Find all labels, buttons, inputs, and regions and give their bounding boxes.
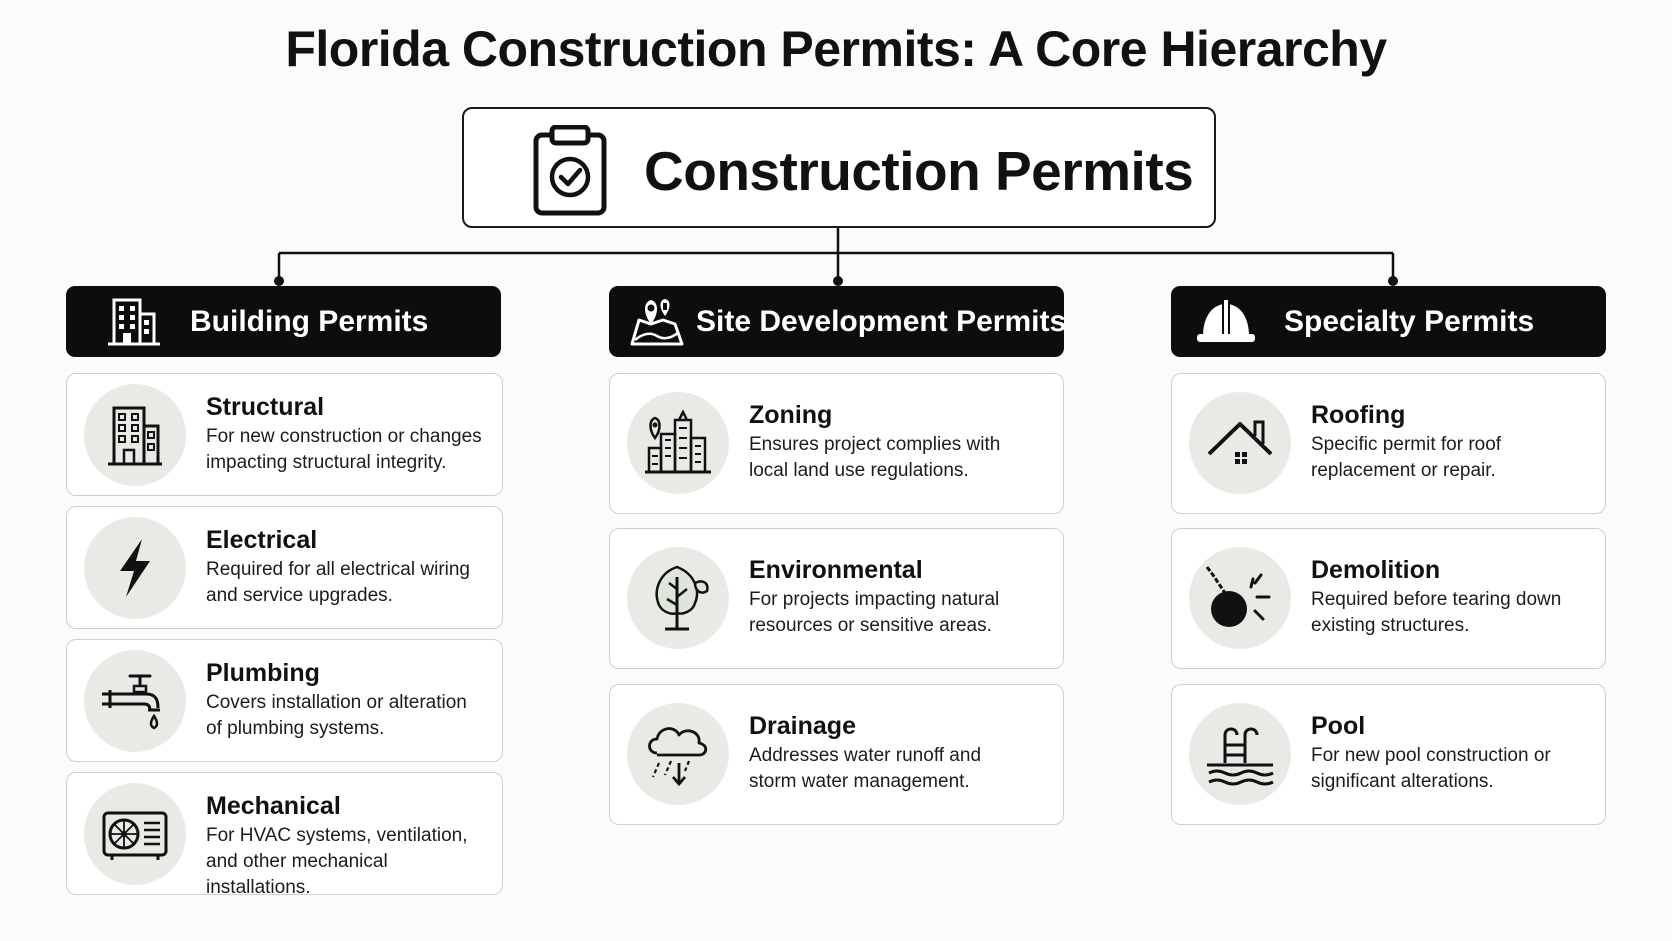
building-icon — [106, 296, 162, 348]
icon-circle — [1189, 703, 1291, 805]
permit-description: For projects impacting natural resources or sensitive areas. — [749, 589, 1000, 636]
city-pin-icon — [643, 408, 713, 478]
faucet-icon — [100, 666, 170, 736]
rain-cloud-icon — [643, 719, 713, 789]
icon-circle — [1189, 547, 1291, 649]
permit-card-environmental — [609, 528, 1064, 669]
permit-card-drainage — [609, 684, 1064, 825]
permit-title: Drainage — [749, 712, 856, 740]
icon-circle — [84, 384, 186, 486]
permit-card-zoning — [609, 373, 1064, 514]
category-label: Building Permits — [190, 305, 429, 338]
permit-title: Plumbing — [206, 659, 320, 687]
icon-circle — [1189, 392, 1291, 494]
permit-title: Electrical — [206, 526, 318, 554]
permit-card-mechanical — [66, 772, 503, 898]
permit-description: For new pool construction or significant alterations. — [1311, 745, 1551, 792]
root-node — [462, 107, 1216, 228]
icon-circle — [84, 517, 186, 619]
permit-title: Environmental — [749, 556, 923, 584]
category-header-building-permits — [66, 286, 501, 357]
hvac-unit-icon — [100, 799, 170, 869]
permit-card-roofing — [1171, 373, 1606, 514]
icon-circle — [627, 703, 729, 805]
permit-description: Required for all electrical wiring and service upgrades. — [206, 559, 470, 606]
permit-description: Addresses water runoff and storm water management. — [749, 745, 982, 792]
root-label: Construction Permits — [644, 140, 1194, 202]
tree-icon — [643, 563, 713, 633]
clipboard-check-icon — [532, 125, 608, 217]
permit-description: Ensures project complies with local land use regulations. — [749, 434, 1001, 481]
building-icon — [100, 400, 170, 470]
permit-card-electrical — [66, 506, 503, 629]
permit-title: Roofing — [1311, 401, 1406, 429]
icon-circle — [627, 547, 729, 649]
wrecking-ball-icon — [1205, 563, 1275, 633]
permit-card-plumbing — [66, 639, 503, 762]
permit-description: For HVAC systems, ventilation, and other mechanical installations. — [206, 825, 468, 898]
category-label: Site Development Permits — [696, 305, 1067, 338]
icon-circle — [627, 392, 729, 494]
hard-hat-icon — [1193, 296, 1259, 348]
icon-circle — [84, 783, 186, 885]
category-label: Specialty Permits — [1284, 305, 1535, 338]
permit-description: For new construction or changes impacting structural integrity. — [206, 426, 482, 473]
lightning-bolt-icon — [100, 533, 170, 603]
category-header-site-development-permits — [609, 286, 1067, 357]
permit-title: Zoning — [749, 401, 833, 429]
permit-card-structural — [66, 373, 503, 496]
permit-card-demolition — [1171, 528, 1606, 669]
permit-description: Required before tearing down existing structures. — [1311, 589, 1562, 636]
permit-title: Pool — [1311, 712, 1366, 740]
permit-description: Specific permit for roof replacement or repair. — [1311, 434, 1502, 481]
permit-title: Mechanical — [206, 792, 341, 820]
permit-title: Demolition — [1311, 556, 1441, 584]
pool-ladder-icon — [1205, 719, 1275, 789]
map-pin-icon — [629, 296, 685, 348]
category-header-specialty-permits — [1171, 286, 1606, 357]
permit-description: Covers installation or alteration of plumbing systems. — [206, 692, 467, 739]
permit-title: Structural — [206, 393, 325, 421]
icon-circle — [84, 650, 186, 752]
house-roof-icon — [1205, 408, 1275, 478]
permit-card-pool — [1171, 684, 1606, 825]
page-title: Florida Construction Permits: A Core Hierarchy — [285, 21, 1387, 77]
